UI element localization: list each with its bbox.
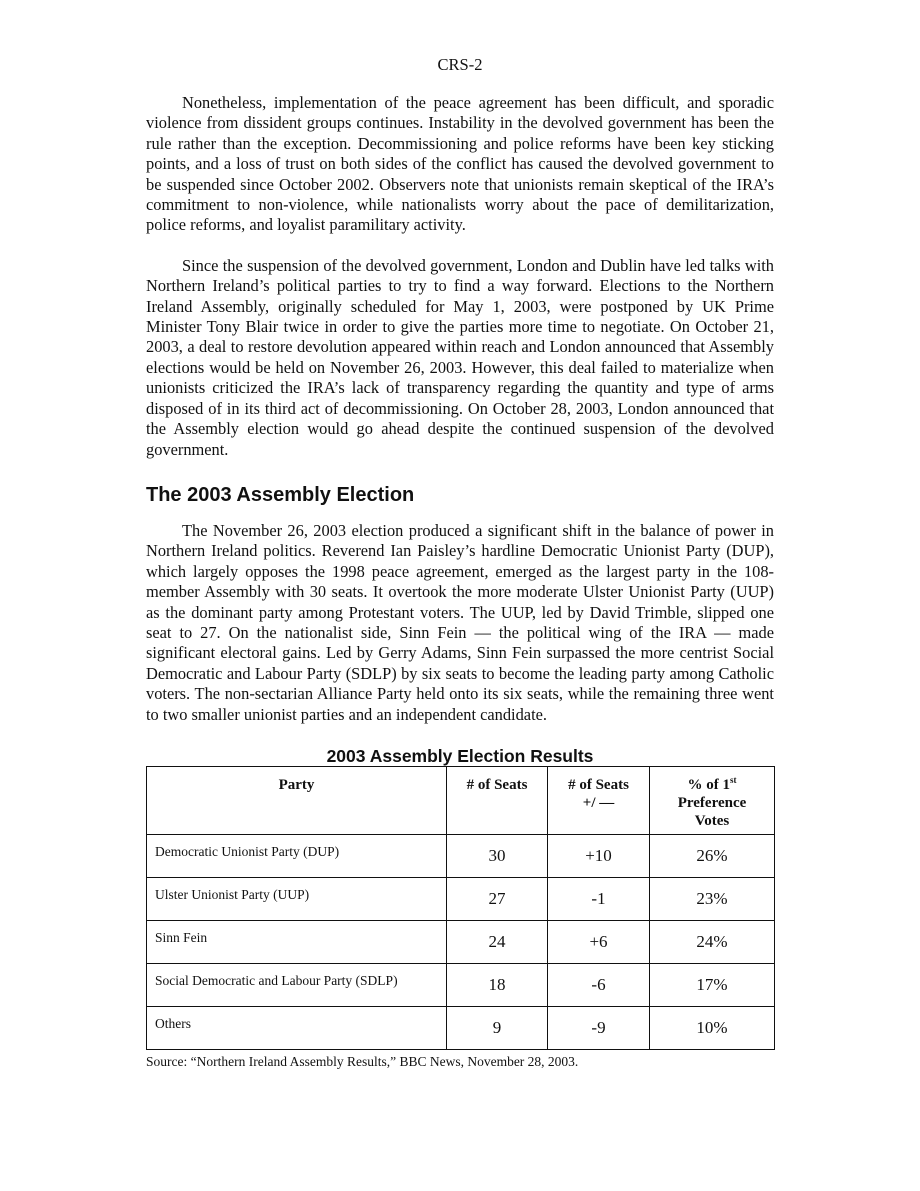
table-row	[147, 920, 775, 963]
vote-share-cell: 10%	[650, 1006, 775, 1049]
section-paragraph: The November 26, 2003 election produced a significant shift in the balance of power in Northern Ireland politics. Reverend Ian Paisley’s hardline Democratic Unionist Party (DUP), which largely opposes the 1998 peace agreement, emerged as the largest party in the 108-member Assembly with 30 seats. It overtook the more moderate Ulster Unionist Party (UUP) as the dominant party among Protestant voters. The UUP, led by David Trimble, slipped one seat to 27. On the nationalist side, Sinn Fein — the political wing of the IRA — made significant electoral gains. Led by Gerry Adams, Sinn Fein surpassed the more centrist Social Democratic and Labour Party (SDLP) by six seats to become the leading party among Catholic voters. The non-sectarian Alliance Party held onto its six seats, while the remaining three went to two smaller unionist parties and an independent candidate.	[146, 520, 774, 724]
seat-change-cell: +10	[548, 834, 650, 877]
seats-cell: 18	[447, 963, 548, 1006]
header-seat-change-line2: +/ —	[582, 794, 615, 811]
table-row	[147, 963, 775, 1006]
seat-change-cell: -1	[548, 877, 650, 920]
header-preference-votes	[650, 766, 775, 834]
seats-cell: 27	[447, 877, 548, 920]
header-votes-line2: Preference	[677, 794, 747, 811]
party-name-cell: Sinn Fein	[147, 920, 447, 963]
intro-paragraph-2: Since the suspension of the devolved government, London and Dublin have led talks with Northern Ireland’s political parties to try to find a way forward. Elections to the Northern Ireland Assembly, originally scheduled for May 1, 2003, were postponed by UK Prime Minister Tony Blair twice in order to give the parties more time to negotiate. On October 21, 2003, a deal to restore devolution appeared within reach and London announced that Assembly elections would be held on November 26, 2003. However, this deal failed to materialize when unionists criticized the IRA’s lack of transparency regarding the quantity and type of arms disposed of in its third act of decommissioning. On October 28, 2003, London announced that the Assembly election would go ahead despite the continued suspension of the devolved government.	[146, 255, 774, 459]
seats-cell: 30	[447, 834, 548, 877]
page-number-header: CRS-2	[437, 55, 483, 74]
table-row	[147, 877, 775, 920]
party-name-cell: Others	[147, 1006, 447, 1049]
header-seat-change-line1: # of Seats	[568, 776, 629, 793]
seat-change-cell: -9	[548, 1006, 650, 1049]
section-heading: The 2003 Assembly Election	[146, 483, 415, 506]
seats-cell: 24	[447, 920, 548, 963]
header-seat-change	[548, 766, 650, 834]
intro-paragraph-1: Nonetheless, implementation of the peace agreement has been difficult, and sporadic violence from dissident groups continues. Instability in the devolved government has been the rule rather than the exception. Decommissioning and police reforms have been key sticking points, and a loss of trust on both sides of the conflict has caused the devolved government to be suspended since October 2002. Observers note that unionists remain skeptical of the IRA’s commitment to non-violence, while nationalists worry about the pace of demilitarization, police reforms, and loyalist paramilitary activity.	[146, 93, 774, 235]
header-votes-superscript: st	[730, 774, 737, 785]
table-source-note: Source: “Northern Ireland Assembly Results,” BBC News, November 28, 2003.	[146, 1053, 579, 1069]
table-title: 2003 Assembly Election Results	[326, 745, 594, 766]
table-row	[147, 1006, 775, 1049]
document-body	[146, 93, 774, 1070]
vote-share-cell: 26%	[650, 834, 775, 877]
header-seats	[447, 766, 548, 834]
vote-share-cell: 23%	[650, 877, 775, 920]
table-header-row	[147, 766, 775, 834]
party-name-cell: Democratic Unionist Party (DUP)	[147, 834, 447, 877]
seat-change-cell: +6	[548, 920, 650, 963]
party-name-cell: Social Democratic and Labour Party (SDLP)	[147, 963, 447, 1006]
header-seats-label: # of Seats	[466, 776, 528, 793]
vote-share-cell: 17%	[650, 963, 775, 1006]
header-party-label: Party	[278, 776, 315, 793]
vote-share-cell: 24%	[650, 920, 775, 963]
header-party	[147, 766, 447, 834]
header-votes-line1: % of 1	[687, 776, 730, 793]
header-votes-line3: Votes	[694, 812, 730, 829]
seat-change-cell: -6	[548, 963, 650, 1006]
table-row	[147, 834, 775, 877]
election-results-table	[146, 766, 775, 1050]
party-name-cell: Ulster Unionist Party (UUP)	[147, 877, 447, 920]
seats-cell: 9	[447, 1006, 548, 1049]
